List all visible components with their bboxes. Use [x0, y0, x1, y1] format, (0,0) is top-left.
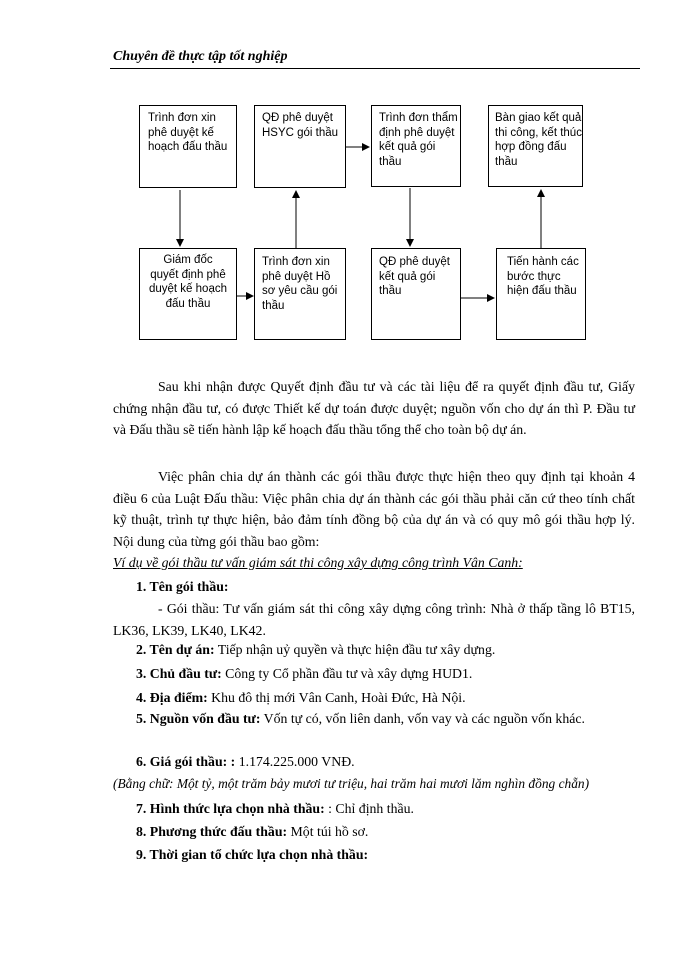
example-heading: Ví dụ về gói thầu tư vấn giám sát thi công xây dựng công trình Vân Canh:: [113, 555, 523, 570]
item-6: [136, 752, 355, 772]
item-1-detail: - Gói thầu: Tư vấn giám sát thi công xây dựng công trình: Nhà ở thấp tầng lô BT15, LK36, LK39, LK40, LK42.: [113, 601, 635, 638]
item-6-in-words: (Bằng chữ: Một tỷ, một trăm bảy mươi tư triệu, hai trăm hai mươi lăm nghìn đồng chẵn): [113, 776, 590, 791]
item-5-value: Vốn tự có, vốn liên danh, vốn vay và các nguồn vốn khác.: [260, 711, 585, 726]
item-2-value: Tiếp nhận uỷ quyền và thực hiện đầu tư xây dựng.: [214, 642, 496, 657]
flow-box-bottom-1-label: Giám đốc quyết định phê duyệt kế hoạch đấu thầu: [148, 254, 227, 310]
item-7: [136, 799, 414, 819]
item-2-label: 2. Tên dự án:: [136, 642, 215, 657]
item-9-label: 9. Thời gian tổ chức lựa chọn nhà thầu:: [136, 847, 369, 862]
flow-box-top-1: [139, 105, 237, 188]
item-1-label: 1. Tên gói thầu:: [136, 579, 229, 594]
item-4-value: Khu đô thị mới Vân Canh, Hoài Đức, Hà Nội.: [207, 690, 466, 705]
flow-box-bottom-1: [139, 248, 237, 340]
flow-box-bottom-2-label: Trình đơn xin phê duyệt Hồ sơ yêu cầu gói thầu: [262, 256, 338, 312]
flow-box-bottom-4-label: Tiến hành các bước thực hiện đấu thầu: [507, 256, 579, 297]
item-3: [136, 664, 472, 684]
item-8-label: 8. Phương thức đấu thầu:: [136, 824, 288, 839]
item-8-value: Một túi hồ sơ.: [287, 824, 369, 839]
item-6-label: 6. Giá gói thầu: :: [136, 754, 236, 769]
flow-box-bottom-3: [371, 248, 461, 340]
item-2: [136, 640, 495, 660]
page-header-title: Chuyên đề thực tập tốt nghiệp: [113, 49, 288, 64]
item-6-value: 1.174.225.000 VNĐ.: [235, 754, 355, 769]
flow-box-top-2-label: QĐ phê duyệt HSYC gói thầu: [262, 112, 339, 139]
flow-box-top-4: [488, 105, 583, 187]
item-3-value: Công ty Cổ phần đầu tư và xây dựng HUD1.: [221, 666, 473, 681]
body-paragraph-1: Sau khi nhận được Quyết định đầu tư và các tài liệu để ra quyết định đầu tư, Giấy chứng nhận đầu tư, có được Thiết kế dự toán được duyệt; nguồn vốn cho dự án thì P. Đầu tư và Đấu thầu sẽ tiến hành lập kế hoạch đấu thầu tổng thể cho toàn bộ dự án.: [113, 379, 635, 437]
flow-box-top-3: [371, 105, 461, 187]
flow-box-top-2: [254, 105, 346, 188]
item-3-label: 3. Chủ đầu tư:: [136, 666, 222, 681]
item-5-label: 5. Nguồn vốn đầu tư:: [136, 711, 261, 726]
item-7-label: 7. Hình thức lựa chọn nhà thầu:: [136, 801, 325, 816]
item-4: [136, 688, 466, 708]
flow-box-bottom-3-label: QĐ phê duyệt kết quả gói thầu: [379, 256, 450, 297]
flow-box-top-1-label: Trình đơn xin phê duyệt kế hoạch đấu thầu: [148, 112, 228, 153]
item-5: [113, 708, 635, 730]
flow-box-bottom-2: [254, 248, 346, 340]
item-8: [136, 822, 368, 842]
flowchart-arrows: [0, 0, 700, 360]
flow-box-bottom-4: [496, 248, 586, 340]
flow-box-top-4-label: Bàn giao kết quả thi công, kết thúc hợp đồng đấu thầu: [495, 112, 582, 168]
flow-box-top-3-label: Trình đơn thẩm định phê duyệt kết quả gói thầu: [379, 112, 458, 168]
item-7-value: : Chỉ định thầu.: [324, 801, 414, 816]
body-paragraph-2: Việc phân chia dự án thành các gói thầu được thực hiện theo quy định tại khoản 4 điều 6 của Luật Đấu thầu: Việc phân chia dự án thành các gói thầu phải căn cứ theo tính chất kỹ thuật, trình tự thực hiện, bảo đảm tính đồng bộ của dự án và có quy mô gói thầu hợp lý. Nội dung của từng gói thầu bao gồm:: [113, 469, 635, 549]
item-4-label: 4. Địa điểm:: [136, 690, 208, 705]
